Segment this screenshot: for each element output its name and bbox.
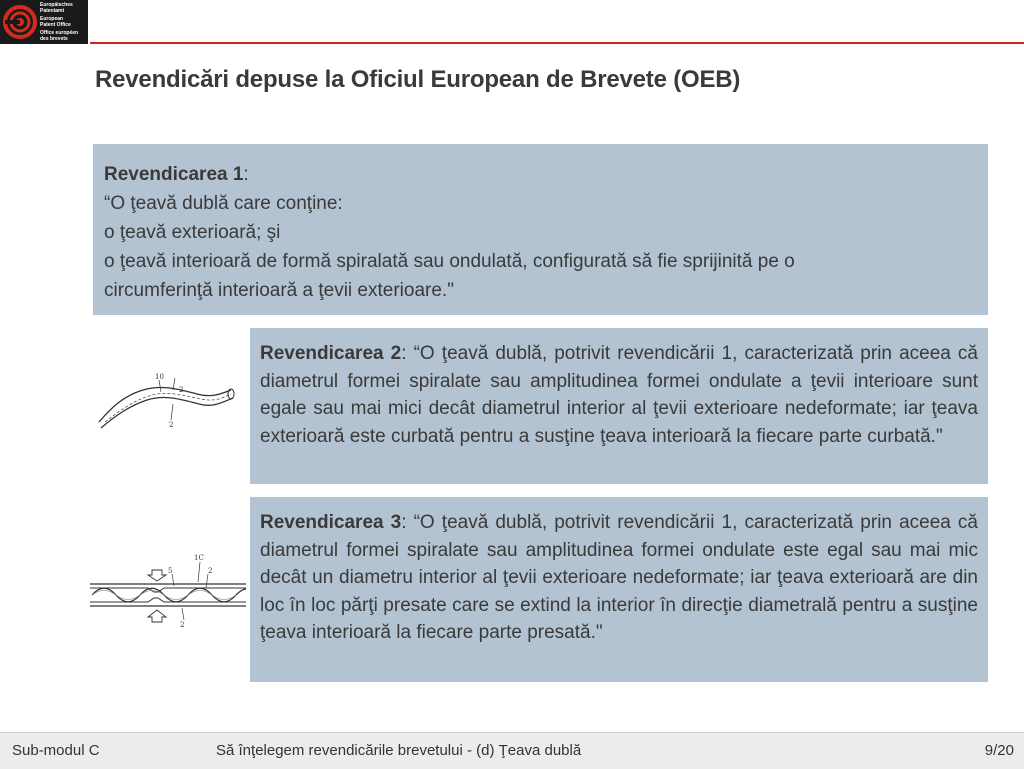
epo-logo-text: Europäisches Patentamt European Patent Office Office européen des brevets [40, 2, 79, 42]
claim-2-box [250, 328, 988, 484]
page-title: Revendicări depuse la Oficiul European de Brevete (OEB) [95, 66, 741, 93]
footer-bar [0, 732, 1024, 769]
curved-pipe-figure [93, 368, 235, 430]
claim-1-line: o ţeavă exterioară; şi [104, 222, 281, 243]
claim-3-box [250, 497, 988, 682]
figure-1-label: 2 [169, 421, 174, 429]
footer-module: Sub-modul C [12, 742, 100, 759]
claim-1-line: circumferinţă interioară a ţevii exterioare." [104, 280, 454, 301]
claim-3-text: : “O ţeavă dublă, potrivit revendicării 1, caracterizată prin aceea că diametrul formei spiralate sau amplitudinea formei ondulate este egal sau mai mic decât un diametru interior al ţevii exterioare nedeformate; iar ţeava exterioară are din loc în loc părţi presate care se extind la interior în direcţie diametrală pentru a susţine ţeava interioară la fiecare parte presată." [260, 512, 978, 643]
claim-2-text: : “O ţeavă dublă, potrivit revendicării 1, caracterizată prin aceea că diametrul formei spiralate sau amplitudinea formei ondulate a ţevii interioare sunt egale sau mai mici decât diametrul interior al ţevii exterioare nedeformate; iar ţeava exterioară este curbată pentru a susţine ţeava interioară la fiecare parte curbată." [260, 343, 978, 447]
claim-2-label: Revendicarea 2 [260, 343, 402, 364]
footer-page-number: 9/20 [984, 742, 1014, 759]
claim-1-line: “O ţeavă dublă care conţine: [104, 193, 343, 214]
claim-1-box: Revendicarea 1: “O ţeavă dublă care conţine: o ţeavă exterioară; şi o ţeavă interioară de formă spiralată sau ondulată, configurată să fie sprijinită pe o circumferinţă interioară a ţevii exterioare." [93, 144, 988, 315]
claim-3-label: Revendicarea 3 [260, 512, 402, 533]
pressed-pipe-figure [88, 548, 248, 628]
figure-2-label: 2 [208, 567, 213, 575]
footer-topic: Să înţelegem revendicările brevetului - (d) Ţeava dublă [216, 742, 582, 759]
figure-1-label: 10 [155, 373, 164, 381]
epo-logo [0, 0, 88, 44]
figure-2-label: 5 [168, 567, 173, 575]
claim-1-label: Revendicarea 1 [104, 164, 244, 185]
header-rule [90, 42, 1024, 44]
claim-1-line: o ţeavă interioară de formă spiralată sau ondulată, configurată să fie sprijinită pe o [104, 251, 795, 272]
figure-2-label: 2 [180, 621, 185, 628]
epo-logo-mark-icon [0, 0, 40, 44]
figure-1-label: 2 [179, 386, 184, 394]
figure-2-label: 1C [194, 554, 204, 562]
